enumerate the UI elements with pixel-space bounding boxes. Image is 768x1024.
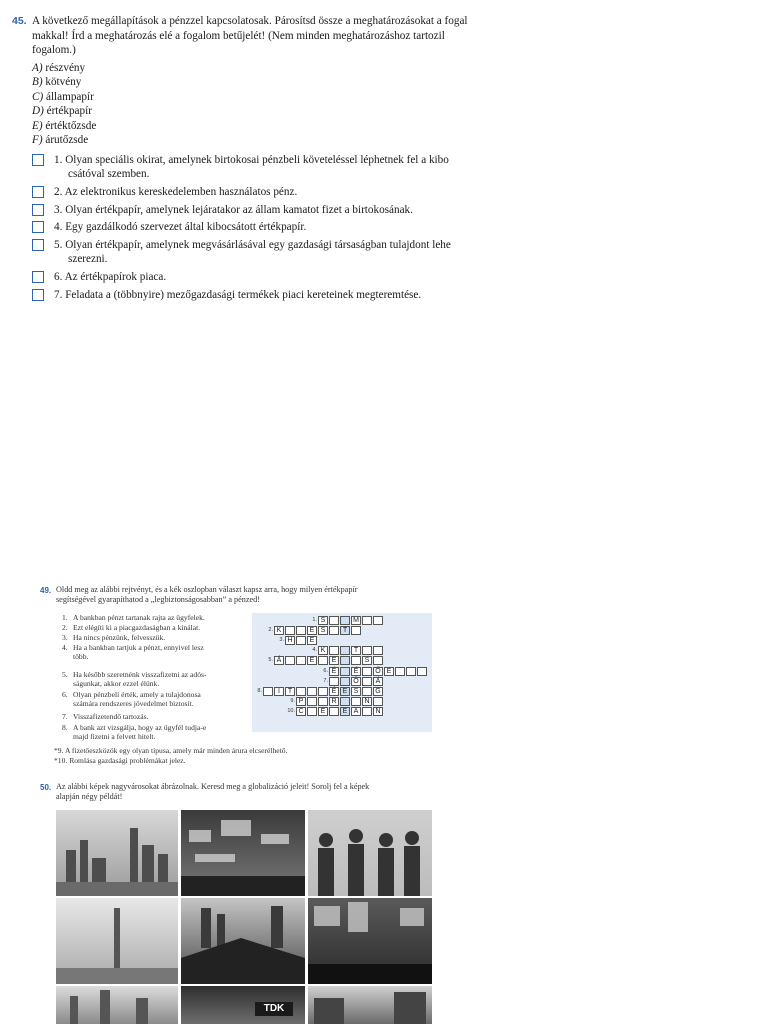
crossword-row-number: 9. [290, 698, 295, 705]
crossword-cell[interactable]: E [307, 656, 317, 665]
prompt-line: A következő megállapítások a pénzzel kapcsolatosak. Párosítsd össze a meghatározásokat a fogal [32, 15, 468, 27]
option-b: B) kötvény [32, 76, 82, 89]
crossword-cell[interactable]: P [296, 697, 306, 706]
answer-box[interactable] [32, 239, 44, 251]
city-photo-buildings [308, 986, 432, 1024]
crossword-cell[interactable]: S [318, 616, 328, 625]
prompt-line: fogalom.) [32, 44, 76, 56]
crossword-cell[interactable]: I [274, 687, 284, 696]
concept-options [32, 61, 96, 147]
crossword-cell[interactable] [395, 667, 405, 676]
crossword-row-number: 8. [257, 687, 262, 694]
city-photo-skyline [56, 810, 178, 896]
crossword-cell[interactable] [307, 687, 317, 696]
crossword-cell[interactable] [362, 677, 372, 686]
crossword-cell[interactable]: C [296, 707, 306, 716]
crossword-cell[interactable]: T [351, 646, 361, 655]
crossword-cell[interactable] [285, 656, 295, 665]
crossword-cell[interactable] [285, 626, 295, 635]
clue-item: 5. Ha később szeretnénk visszafizetni az adós- ságunkat, akkor ezzel élünk. [62, 670, 207, 689]
answer-box[interactable] [32, 204, 44, 216]
crossword-cell[interactable]: N [362, 697, 372, 706]
clue-item: 1. A bankban pénzt tartanak rajta az ügyfelek. [62, 613, 205, 622]
crossword-key-cell[interactable] [340, 677, 350, 686]
city-photo-tower [56, 898, 178, 984]
clue-item: 8. A bank azt vizsgálja, hogy az ügyfél tudja-e majd fizetni a felvett hitelt. [62, 723, 207, 742]
crossword-cell[interactable]: Á [274, 656, 284, 665]
crossword-cell[interactable]: S [351, 687, 361, 696]
answer-box[interactable] [32, 154, 44, 166]
city-photo-street-night [181, 810, 305, 896]
crossword-cell[interactable] [329, 707, 339, 716]
crossword-cell[interactable] [362, 707, 372, 716]
crossword-cell[interactable] [329, 616, 339, 625]
crossword-cell[interactable] [351, 626, 361, 635]
crossword-cell[interactable] [296, 687, 306, 696]
exercise-prompt: Oldd meg az alábbi rejtvényt, és a kék oszlopban választ kapsz arra, hogy milyen értékpapír segítségével gyarapíthatod a „legbiztonságosabban” a pénzed! [56, 585, 358, 605]
crossword-cell[interactable]: N [373, 707, 383, 716]
crossword-key-cell[interactable] [340, 616, 350, 625]
crossword-row-number: 5. [268, 657, 273, 664]
crossword-cell[interactable]: M [351, 616, 361, 625]
exercise-number: 49. [40, 586, 52, 595]
crossword-cell[interactable]: E [384, 667, 394, 676]
crossword-cell[interactable] [362, 616, 372, 625]
crossword-cell[interactable] [329, 626, 339, 635]
crossword-cell[interactable] [351, 656, 361, 665]
city-photo-market [181, 898, 305, 984]
crossword-cell[interactable]: S [318, 626, 328, 635]
city-photo-tdk-sign [181, 986, 305, 1024]
crossword-cell[interactable] [318, 656, 328, 665]
crossword-cell[interactable]: É [351, 667, 361, 676]
clue-item: 7. Visszafizetendő tartozás. [62, 712, 149, 721]
exercise-prompt [32, 14, 502, 58]
crossword-cell[interactable] [373, 656, 383, 665]
option-a: A) részvény [32, 62, 86, 74]
option-c: C) állampapír [32, 90, 94, 103]
crossword-row-number: 3. [279, 636, 284, 643]
crossword-row-number: 7. [323, 677, 328, 684]
crossword-key-cell[interactable] [340, 656, 350, 665]
option-d: D) értékpapír [32, 105, 92, 118]
crossword-cell[interactable]: H [285, 636, 295, 645]
crossword-cell[interactable]: G [373, 687, 383, 696]
crossword-cell[interactable]: K [274, 626, 284, 635]
prompt-line: makkal! Írd a meghatározás elé a fogalom betűjelét! (Nem minden meghatározáshoz tartozil [32, 29, 445, 42]
crossword-cell[interactable] [362, 667, 372, 676]
exercise-number: 50. [40, 783, 52, 792]
crossword-cell[interactable]: E [318, 707, 328, 716]
crossword-cell[interactable]: Á [373, 677, 383, 686]
clue-item: 6. Olyan pénzbeli érték, amely a tulajdonosa számára rendszeres jövedelmet biztosít. [62, 690, 201, 709]
crossword-cell[interactable]: S [362, 656, 372, 665]
crossword-key-cell[interactable]: T [340, 626, 350, 635]
crossword-cell[interactable] [417, 667, 427, 676]
option-e: E) értéktőzsde [32, 119, 97, 132]
crossword-key-cell[interactable] [340, 646, 350, 655]
crossword-cell[interactable]: É [329, 687, 339, 696]
city-photo-crowd [308, 810, 432, 896]
city-photo-towers [56, 986, 178, 1024]
crossword-cell[interactable]: Ő [373, 667, 383, 676]
crossword-cell[interactable]: A [351, 707, 361, 716]
crossword-cell[interactable] [296, 656, 306, 665]
crossword-cell[interactable]: E [307, 636, 317, 645]
clue-item: 4. Ha a bankban tartjuk a pénzt, ennyivel lesz több. [62, 643, 204, 662]
crossword-row-number: 2. [268, 626, 273, 633]
crossword-cell[interactable]: E [329, 656, 339, 665]
crossword-cell[interactable]: É [329, 667, 339, 676]
exercise-prompt: Az alábbi képek nagyvárosokat ábrázolnak. Keresd meg a globalizáció jeleit! Sorolj fel a képek alapján négy példát! [56, 782, 370, 802]
answer-box[interactable] [32, 289, 44, 301]
crossword-row-number: 6. [323, 667, 328, 674]
answer-box[interactable] [32, 186, 44, 198]
crossword-cell[interactable]: Ö [351, 677, 361, 686]
crossword-cell[interactable]: K [318, 646, 328, 655]
crossword-cell[interactable] [318, 697, 328, 706]
crossword-cell[interactable]: T [285, 687, 295, 696]
crossword-cell[interactable] [263, 687, 273, 696]
crossword-row-number: 10. [287, 708, 295, 715]
crossword-cell[interactable] [329, 646, 339, 655]
crossword-cell[interactable] [307, 707, 317, 716]
crossword-cell[interactable] [307, 697, 317, 706]
crossword-cell[interactable]: E [307, 626, 317, 635]
crossword-cell[interactable] [362, 687, 372, 696]
answer-box[interactable] [32, 221, 44, 233]
crossword-key-cell[interactable] [340, 667, 350, 676]
crossword-cell[interactable] [318, 687, 328, 696]
crossword-cell[interactable] [373, 646, 383, 655]
crossword-cell[interactable] [329, 677, 339, 686]
clue-item: 2. Ezt elégíti ki a piacgazdaságban a kínálat. [62, 623, 201, 632]
crossword-row-number: 1. [312, 616, 317, 623]
exercise-number: 45. [12, 15, 27, 27]
clue-item: 3. Ha nincs pénzünk, felvesszük. [62, 633, 166, 642]
crossword-row-number: 4. [312, 647, 317, 654]
city-photo-times-square [308, 898, 432, 984]
crossword-cell[interactable] [296, 626, 306, 635]
crossword-key-cell[interactable]: E [340, 687, 350, 696]
crossword-cell[interactable] [406, 667, 416, 676]
crossword-cell[interactable] [351, 697, 361, 706]
crossword-cell[interactable] [296, 636, 306, 645]
extra-clues: *9. A fizetőeszközök egy olyan típusa, amely már minden árura elcserélhető. *10. Romlása gazdasági problémákat jelez. [54, 746, 288, 765]
crossword-cell[interactable] [362, 646, 372, 655]
answer-box[interactable] [32, 271, 44, 283]
tdk-sign: TDK [255, 1002, 293, 1016]
crossword-key-cell[interactable]: E [340, 707, 350, 716]
option-f: F) árutőzsde [32, 134, 89, 147]
crossword-cell[interactable]: R [329, 697, 339, 706]
crossword-cell[interactable] [373, 697, 383, 706]
crossword-key-cell[interactable] [340, 697, 350, 706]
crossword-cell[interactable] [373, 616, 383, 625]
